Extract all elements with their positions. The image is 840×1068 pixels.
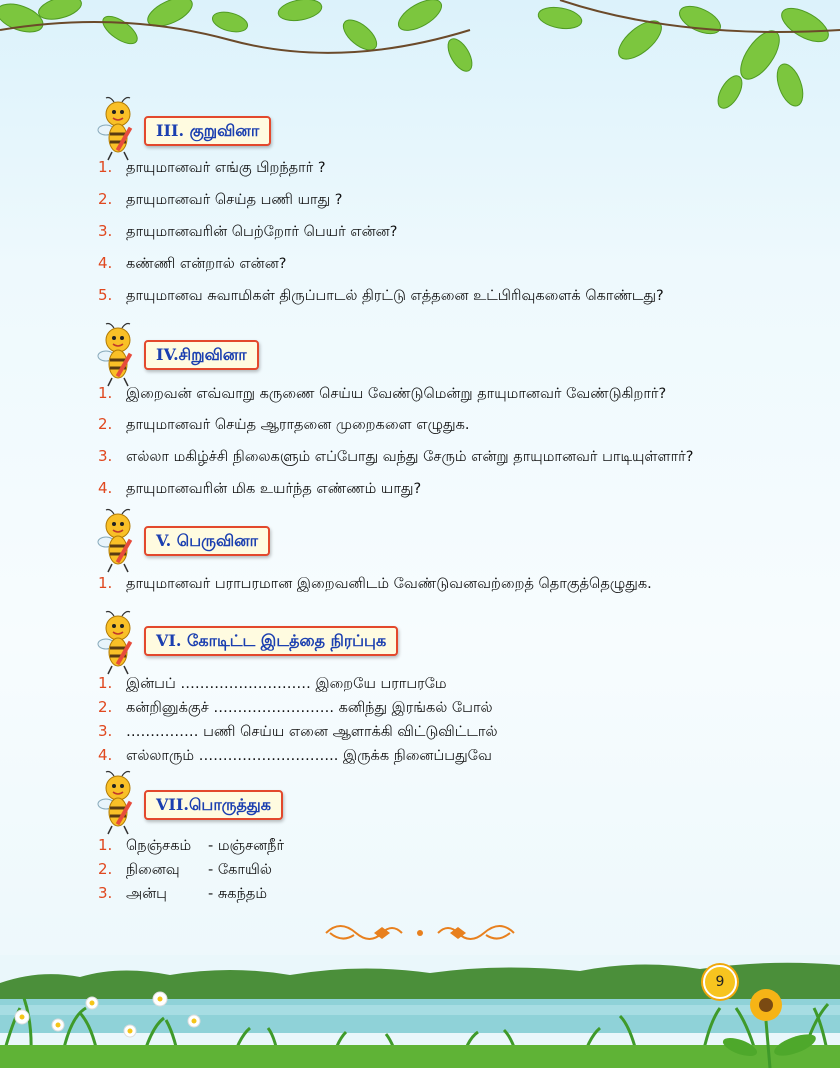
item-text: தாயுமானவர் எங்கு பிறந்தார் ?	[126, 160, 326, 176]
item-number: 1.	[98, 674, 113, 692]
match-row	[98, 860, 272, 880]
item-text: கன்றினுக்குச் ……………………. கனிந்து இரங்கல் போல்	[126, 700, 493, 716]
item-text: தாயுமானவர் பராபரமான இறைவனிடம் வேண்டுவனவற்றைத் தொகுத்தெழுதுக.	[126, 576, 652, 592]
match-left: நினைவு	[126, 862, 180, 878]
list-item	[98, 698, 493, 718]
bee-mascot-icon	[96, 96, 140, 162]
item-number: 2.	[98, 415, 113, 433]
list-item	[98, 746, 492, 766]
item-number: 3.	[98, 222, 113, 240]
match-right: - சுகந்தம்	[208, 886, 267, 902]
item-text: இறைவன் எவ்வாறு கருணை செய்ய வேண்டுமென்று தாயுமானவர் வேண்டுகிறார்?	[126, 386, 667, 402]
item-text: கண்ணி என்றால் என்ன?	[126, 256, 287, 272]
list-item	[98, 158, 326, 178]
item-text: எல்லா மகிழ்ச்சி நிலைகளும் எப்போது வந்து சேரும் என்று தாயுமானவர் பாடியுள்ளார்?	[126, 449, 694, 465]
list-item	[98, 384, 666, 404]
item-text: …………… பணி செய்ய எனை ஆளாக்கி விட்டுவிட்டால்	[126, 724, 498, 740]
match-left: அன்பு	[126, 886, 167, 902]
bee-mascot-icon	[96, 610, 140, 676]
match-row	[98, 836, 284, 856]
item-number: 5.	[98, 286, 113, 304]
section-title: V. பெருவினா	[144, 526, 270, 556]
bee-mascot-icon	[96, 770, 140, 836]
item-text: இன்பப் ……………………… இறையே பராபரமே	[126, 676, 447, 692]
ornament-divider	[322, 918, 518, 948]
list-item	[98, 447, 693, 467]
item-number: 1.	[98, 574, 113, 592]
item-number: 1.	[98, 158, 113, 176]
item-number: 4.	[98, 254, 113, 272]
list-item	[98, 722, 498, 742]
item-number: 4.	[98, 746, 113, 764]
list-item	[98, 254, 287, 274]
list-item	[98, 222, 397, 242]
match-row	[98, 884, 267, 904]
item-number: 3.	[98, 447, 113, 465]
leaves-decoration-top	[0, 0, 840, 110]
list-item	[98, 479, 421, 499]
section-title: III. குறுவினா	[144, 116, 271, 146]
item-number: 3.	[98, 722, 113, 740]
item-text: தாயுமானவரின் பெற்றோர் பெயர் என்ன?	[126, 224, 398, 240]
page-number-badge: 9	[703, 965, 737, 999]
item-text: தாயுமானவர் செய்த பணி யாது ?	[126, 192, 343, 208]
item-text: எல்லாரும் ……………………….. இருக்க நினைப்பதுவே	[126, 748, 492, 764]
match-right: - மஞ்சனநீர்	[208, 838, 285, 854]
list-item	[98, 574, 652, 594]
item-text: தாயுமானவர் செய்த ஆராதனை முறைகளை எழுதுக.	[126, 417, 470, 433]
item-number: 2.	[98, 860, 113, 878]
item-number: 1.	[98, 836, 113, 854]
bee-mascot-icon	[96, 508, 140, 574]
list-item	[98, 674, 447, 694]
bee-mascot-icon	[96, 322, 140, 388]
item-number: 4.	[98, 479, 113, 497]
item-text: தாயுமானவரின் மிக உயர்ந்த எண்ணம் யாது?	[126, 481, 422, 497]
list-item	[98, 415, 470, 435]
item-text: தாயுமானவ சுவாமிகள் திருப்பாடல் திரட்டு எத்தனை உட்பிரிவுகளைக் கொண்டது?	[126, 288, 664, 304]
list-item	[98, 286, 664, 306]
item-number: 2.	[98, 190, 113, 208]
list-item	[98, 190, 342, 210]
section-title: IV.சிறுவினா	[144, 340, 259, 370]
item-number: 3.	[98, 884, 113, 902]
match-left: நெஞ்சகம்	[126, 838, 192, 854]
section-title: VI. கோடிட்ட இடத்தை நிரப்புக	[144, 626, 398, 656]
item-number: 1.	[98, 384, 113, 402]
section-title: VII.பொருத்துக	[144, 790, 283, 820]
item-number: 2.	[98, 698, 113, 716]
match-right: - கோயில்	[208, 862, 272, 878]
